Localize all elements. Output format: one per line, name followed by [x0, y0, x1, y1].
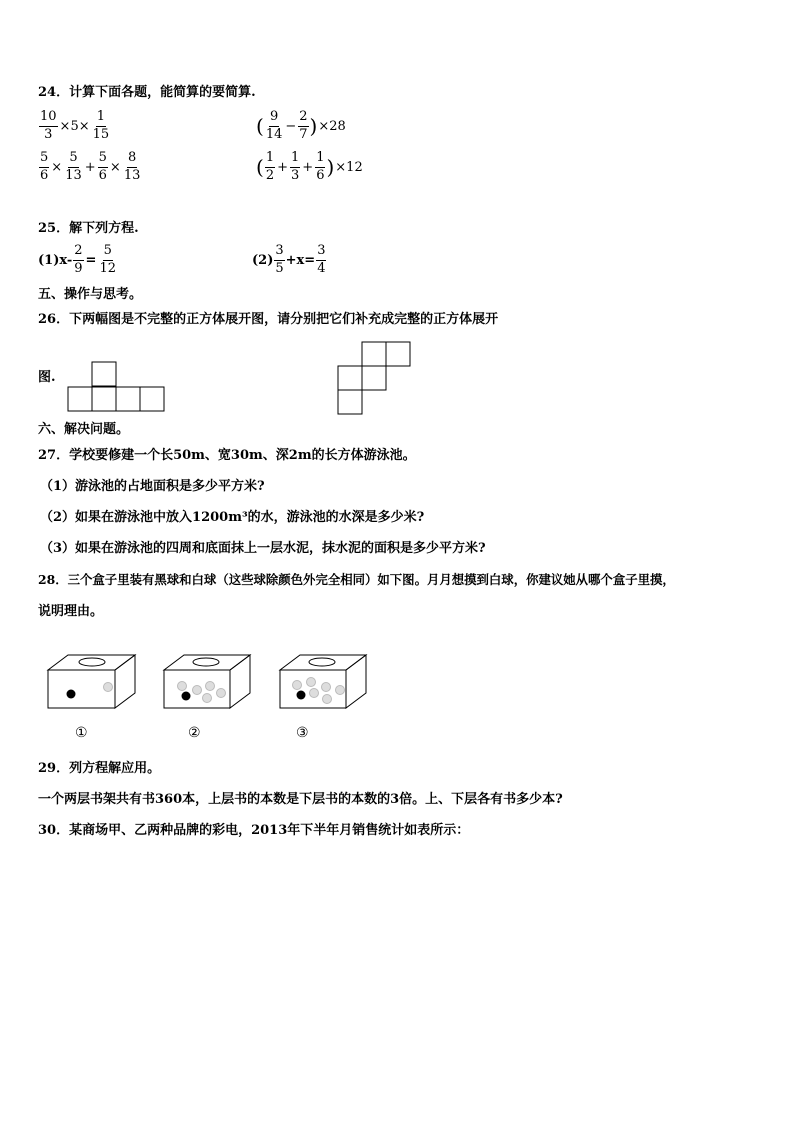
- q24-expr-2: ( $\frac{9}{14}$ − $\frac{2}{7}$ ) ×28: [256, 109, 346, 142]
- black-ball: [182, 692, 191, 701]
- fraction: $\frac{5}{13}$: [65, 150, 82, 183]
- white-ball: [336, 686, 345, 695]
- q24-title: 24．计算下面各题，能简算的要简算.: [38, 85, 256, 100]
- box-label-2: ②: [188, 725, 201, 741]
- white-ball: [178, 682, 187, 691]
- q26-title: 26．下两幅图是不完整的正方体展开图，请分别把它们补充成完整的正方体展开: [38, 312, 499, 327]
- q25-equation-1: (1)x- $\frac{2}{9}$ = $\frac{5}{12}$: [38, 243, 116, 276]
- cube-net-1: [68, 362, 164, 411]
- fraction: $\frac{1}{6}$: [316, 150, 325, 183]
- fraction: $\frac{5}{12}$: [99, 243, 116, 276]
- fraction: $\frac{5}{6}$: [98, 150, 107, 183]
- fraction: $\frac{3}{5}$: [275, 243, 284, 276]
- white-ball: [307, 678, 316, 687]
- section-5-heading: 五、操作与思考。: [38, 287, 143, 302]
- q24-expr-3: $\frac{5}{6}$ × $\frac{5}{13}$ + $\frac{5}{6}$ × $\frac{8}{13}$: [40, 150, 141, 183]
- q27-part-3: （3）如果在游泳池的四周和底面抹上一层水泥，抹水泥的面积是多少平方米?: [40, 541, 486, 556]
- fraction: $\frac{5}{6}$: [40, 150, 49, 183]
- q29-body: 一个两层书架共有书360本，上层书的本数是下层书的本数的3倍。上、下层各有书多少本?: [38, 792, 563, 807]
- fraction: $\frac{2}{7}$: [299, 109, 308, 142]
- white-ball: [104, 683, 113, 692]
- q28-title: 28．三个盒子里装有黑球和白球（这些球除颜色外完全相同）如下图。月月想摸到白球，你建议她从哪个盒子里摸，: [38, 572, 675, 587]
- white-ball: [310, 689, 319, 698]
- white-ball: [322, 683, 331, 692]
- q27-title: 27．学校要修建一个长50m、宽30m、深2m的长方体游泳池。: [38, 448, 416, 463]
- q24-expr-1: $\frac{10}{3}$ ×5× $\frac{1}{15}$: [40, 109, 110, 142]
- q24-expr-4: ( $\frac{1}{2}$ + $\frac{1}{3}$ + $\frac{1}{6}$ ) ×12: [256, 150, 363, 183]
- fraction: $\frac{9}{14}$: [265, 109, 283, 142]
- white-ball: [293, 681, 302, 690]
- fraction: $\frac{1}{15}$: [92, 109, 110, 142]
- section-6-heading: 六、解决问题。: [38, 422, 130, 437]
- black-ball: [67, 690, 76, 699]
- white-ball: [193, 686, 202, 695]
- q26-title-cont: 图.: [38, 370, 56, 385]
- white-ball: [206, 682, 215, 691]
- q25-title: 25．解下列方程.: [38, 221, 139, 236]
- ball-box-1: [48, 655, 135, 708]
- fraction: $\frac{8}{13}$: [123, 150, 141, 183]
- q30-title: 30．某商场甲、乙两种品牌的彩电，2013年下半年月销售统计如表所示：: [38, 823, 470, 838]
- cube-net-2: [338, 342, 410, 414]
- white-ball: [203, 694, 212, 703]
- fraction: $\frac{3}{4}$: [317, 243, 326, 276]
- box-label-3: ③: [296, 725, 309, 741]
- fraction: $\frac{1}{3}$: [291, 150, 300, 183]
- q27-part-2: （2）如果在游泳池中放入1200m³的水，游泳池的水深是多少米?: [40, 510, 425, 525]
- fraction: $\frac{1}{2}$: [265, 150, 275, 183]
- ball-box-3: [280, 655, 366, 708]
- q27-part-1: （1）游泳池的占地面积是多少平方米?: [40, 479, 265, 494]
- white-ball: [217, 689, 226, 698]
- fraction: $\frac{10}{3}$: [40, 109, 57, 142]
- q25-equation-2: (2) $\frac{3}{5}$ +x= $\frac{3}{4}$: [252, 243, 326, 276]
- white-ball: [323, 695, 332, 704]
- q29-title: 29．列方程解应用。: [38, 761, 161, 776]
- box-label-1: ①: [75, 725, 88, 741]
- q28-title-cont: 说明理由。: [38, 604, 104, 619]
- black-ball: [297, 691, 306, 700]
- fraction: $\frac{2}{9}$: [74, 243, 83, 276]
- ball-box-2: [164, 655, 250, 708]
